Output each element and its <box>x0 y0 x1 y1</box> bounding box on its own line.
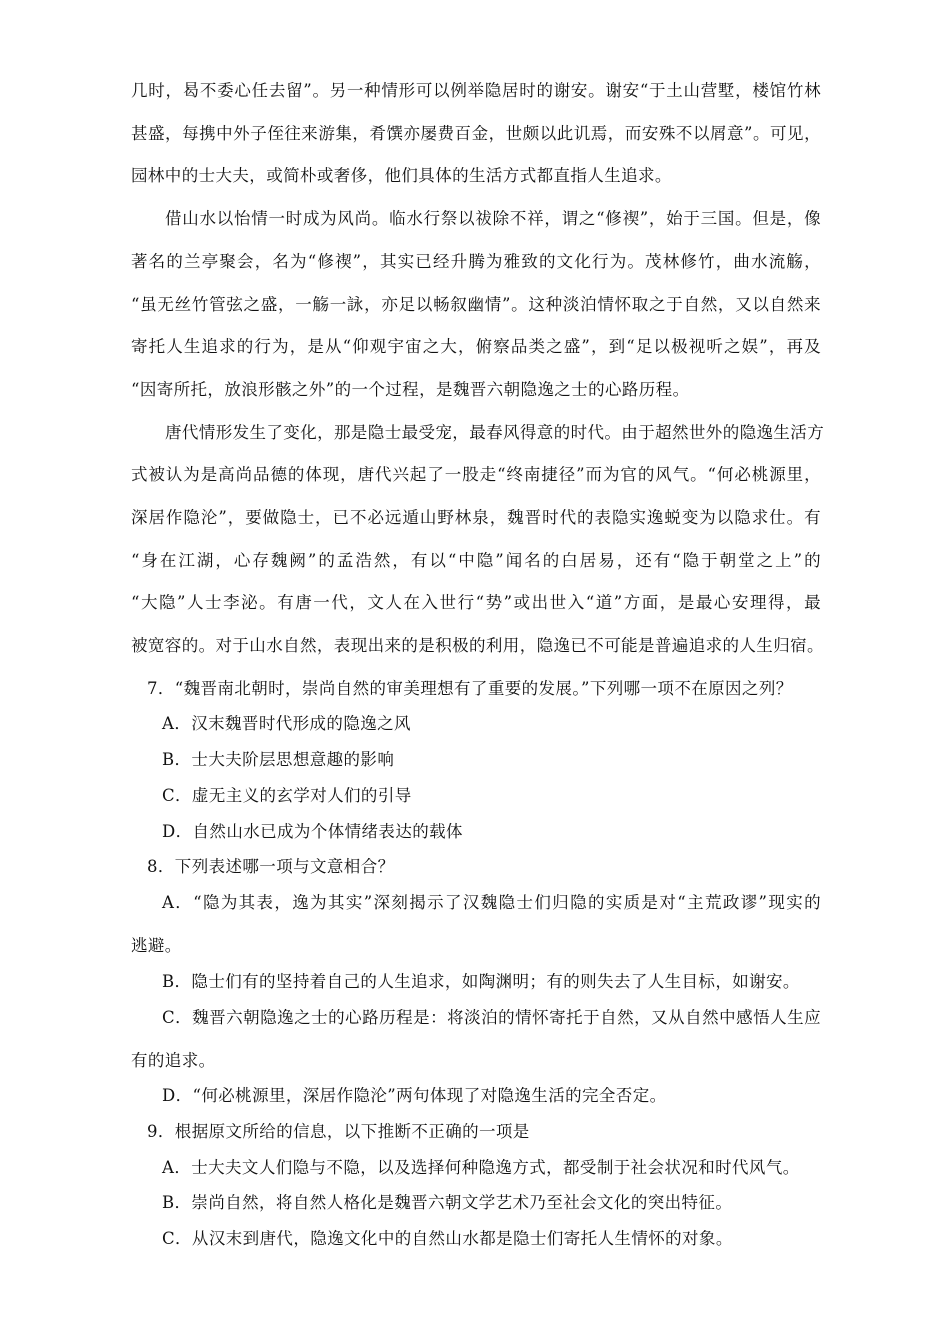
question-7-option-d: D．自然山水已成为个体情绪表达的载体 <box>162 822 463 841</box>
passage-line: 唐代情形发生了变化，那是隐士最受宠，最春风得意的时代。由于超然世外的隐逸生活方 <box>165 423 825 442</box>
question-9-option-a: A．士大夫文人们隐与不隐，以及选择何种隐逸方式，都受制于社会状况和时代风气。 <box>162 1158 800 1177</box>
question-8-option-c: C．魏晋六朝隐逸之士的心路历程是：将淡泊的情怀寄托于自然，又从自然中感悟人生应 <box>162 1008 821 1027</box>
question-7-option-a: A．汉末魏晋时代形成的隐逸之风 <box>162 714 411 733</box>
passage-line: 著名的兰亭聚会，名为“修禊”，其实已经升腾为雅致的文化行为。茂林修竹，曲水流觞， <box>131 252 821 271</box>
passage-line: 借山水以怡情一时成为风尚。临水行祭以祓除不祥，谓之“修禊”，始于三国。但是，像 <box>165 209 821 228</box>
question-8-option-b: B．隐士们有的坚持着自己的人生追求，如陶渊明；有的则失去了人生目标，如谢安。 <box>162 972 800 991</box>
question-7-option-c: C．虚无主义的玄学对人们的引导 <box>162 786 412 805</box>
passage-line: 几时，曷不委心任去留”。另一种情形可以例举隐居时的谢安。谢安“于土山营墅，楼馆竹林 <box>131 81 821 100</box>
question-9-option-c: C．从汉末到唐代，隐逸文化中的自然山水都是隐士们寄托人生情怀的对象。 <box>162 1229 733 1248</box>
question-9-stem: 9．根据原文所给的信息，以下推断不正确的一项是 <box>147 1122 530 1141</box>
passage-line: 园林中的士大夫，或简朴或奢侈，他们具体的生活方式都直指人生追求。 <box>131 166 672 185</box>
passage-line: 被宽容的。对于山水自然，表现出来的是积极的利用，隐逸已不可能是普遍追求的人生归宿。 <box>131 636 824 655</box>
question-8-stem: 8．下列表述哪一项与文意相合？ <box>147 857 395 876</box>
question-8-option-a: A．“隐为其表，逸为其实”深刻揭示了汉魏隐士们归隐的实质是对“主荒政谬”现实的 <box>162 893 821 912</box>
passage-line: 深居作隐沦”，要做隐士，已不必远遁山野林泉，魏晋时代的表隐实逸蜕变为以隐求仕。有 <box>131 508 821 527</box>
question-8-option-d: D．“何必桃源里，深居作隐沦”两句体现了对隐逸生活的完全否定。 <box>162 1086 667 1105</box>
passage-line: “身在江湖，心存魏阙”的孟浩然，有以“中隐”闻名的白居易，还有“隐于朝堂之上”的 <box>131 551 821 570</box>
question-8-option-a-cont: 逃避。 <box>131 936 182 955</box>
question-7-option-b: B．士大夫阶层思想意趣的影响 <box>162 750 395 769</box>
passage-line: “因寄所托，放浪形骸之外”的一个过程，是魏晋六朝隐逸之士的心路历程。 <box>131 380 690 399</box>
question-7-stem: 7．“魏晋南北朝时，崇尚自然的审美理想有了重要的发展。”下列哪一项不在原因之列？ <box>147 679 793 698</box>
passage-line: 甚盛，每携中外子侄往来游集，肴馔亦屡费百金，世颇以此讥焉，而安殊不以屑意”。可见， <box>131 124 821 143</box>
question-8-option-c-cont: 有的追求。 <box>131 1051 216 1070</box>
passage-line: 式被认为是高尚品德的体现，唐代兴起了一股走“终南捷径”而为官的风气。“何必桃源里， <box>131 465 821 484</box>
passage-line: 寄托人生追求的行为，是从“仰观宇宙之大，俯察品类之盛”，到“足以极视听之娱”，再及 <box>131 337 821 356</box>
passage-line: “大隐”人士李泌。有唐一代，文人在入世行“势”或出世入“道”方面，是最心安理得，最 <box>131 593 821 612</box>
question-9-option-b: B．崇尚自然，将自然人格化是魏晋六朝文学艺术乃至社会文化的突出特征。 <box>162 1193 733 1212</box>
passage-line: “虽无丝竹管弦之盛，一觞一詠，亦足以畅叙幽情”。这种淡泊情怀取之于自然，又以自然来 <box>131 295 821 314</box>
